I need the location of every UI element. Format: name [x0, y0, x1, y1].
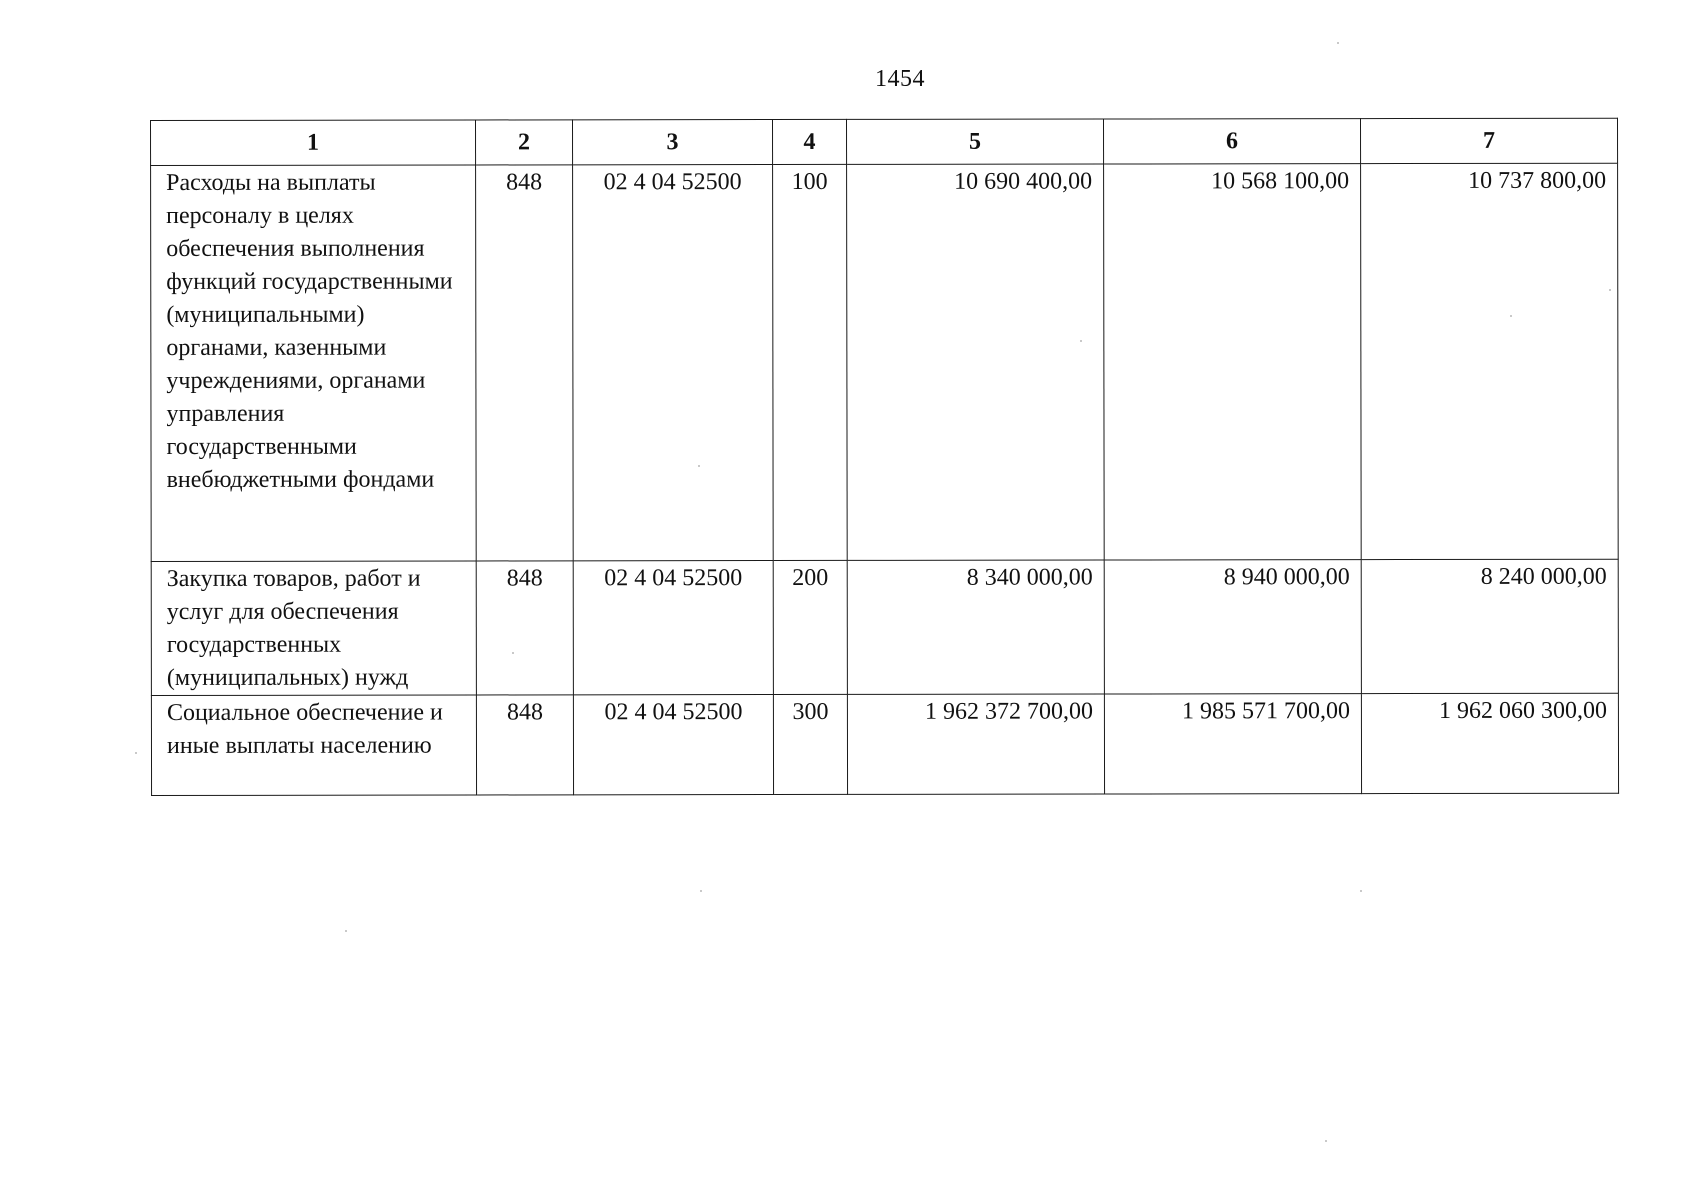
amount-col5-cell — [847, 694, 1104, 794]
amount-col6: 8 940 000,00 — [1223, 564, 1350, 591]
column-header-5: 5 — [846, 119, 1103, 164]
scan-speck — [698, 465, 700, 467]
scan-speck — [345, 930, 347, 932]
expense-name-cell — [151, 165, 477, 562]
amount-col6: 10 568 100,00 — [1211, 168, 1350, 195]
amount-col5-cell — [847, 164, 1105, 560]
column-header-1: 1 — [151, 120, 476, 166]
expense-type-code: 100 — [791, 168, 828, 195]
amount-col5: 10 690 400,00 — [954, 168, 1093, 195]
scan-speck — [1080, 340, 1082, 342]
admin-code-cell — [476, 561, 573, 695]
amount-col6-cell — [1104, 694, 1361, 794]
amount-col7: 8 240 000,00 — [1480, 563, 1607, 590]
target-code-cell — [573, 165, 774, 561]
amount-col7-cell — [1361, 693, 1618, 793]
expense-name: Социальное обеспечение и иные выплаты населению — [166, 699, 443, 759]
amount-col7-cell — [1361, 163, 1619, 559]
scan-speck — [700, 890, 702, 892]
target-code-cell — [573, 695, 773, 795]
table-row — [151, 559, 1618, 695]
amount-col7-cell — [1361, 559, 1618, 693]
expense-type-cell — [773, 164, 848, 560]
column-header-3: 3 — [573, 120, 773, 165]
target-code: 02 4 04 52500 — [604, 565, 743, 592]
target-code: 02 4 04 52500 — [603, 169, 742, 196]
scan-speck — [1510, 315, 1512, 317]
admin-code: 848 — [506, 699, 543, 726]
admin-code-cell — [476, 695, 573, 795]
column-header-6: 6 — [1103, 119, 1360, 164]
amount-col6: 1 985 571 700,00 — [1181, 698, 1350, 725]
amount-col6-cell — [1104, 164, 1362, 560]
table-header-row — [151, 118, 1618, 165]
scan-speck — [135, 752, 137, 754]
expense-name: Закупка товаров, работ и услуг для обеспечения государственных (муниципальных) нужд — [166, 565, 421, 691]
table-row — [151, 163, 1619, 561]
scan-speck — [512, 652, 514, 654]
amount-col5: 8 340 000,00 — [966, 564, 1093, 591]
table-row — [151, 693, 1618, 795]
scan-speck — [1360, 890, 1362, 892]
amount-col7: 10 737 800,00 — [1468, 167, 1607, 194]
amount-col6-cell — [1104, 560, 1361, 694]
amount-col5: 1 962 372 700,00 — [924, 698, 1093, 725]
page-number: 1454 — [875, 66, 925, 92]
budget-table — [150, 118, 1619, 796]
scan-speck — [1337, 42, 1339, 44]
expense-type-cell — [773, 694, 847, 794]
admin-code: 848 — [506, 565, 543, 592]
target-code: 02 4 04 52500 — [604, 699, 743, 726]
amount-col7: 1 962 060 300,00 — [1438, 697, 1607, 724]
admin-code-cell — [476, 165, 574, 561]
expense-type-code: 200 — [792, 564, 829, 591]
expense-type-code: 300 — [792, 698, 829, 725]
expense-name-cell — [151, 561, 476, 696]
expense-name-cell — [151, 695, 476, 796]
expense-type-cell — [773, 560, 847, 694]
amount-col5-cell — [847, 560, 1104, 694]
admin-code: 848 — [506, 169, 543, 196]
column-header-4: 4 — [773, 119, 847, 164]
column-header-2: 2 — [476, 120, 573, 165]
expense-name: Расходы на выплаты персоналу в целях обеспечения выполнения функций государственными (муниципальными) органами, казенными учреждениями, органами управления государственными внебюджетными фондами — [166, 169, 453, 493]
target-code-cell — [573, 561, 773, 695]
scan-speck — [1609, 289, 1611, 291]
scan-speck — [1325, 1140, 1327, 1142]
column-header-7: 7 — [1360, 118, 1617, 163]
